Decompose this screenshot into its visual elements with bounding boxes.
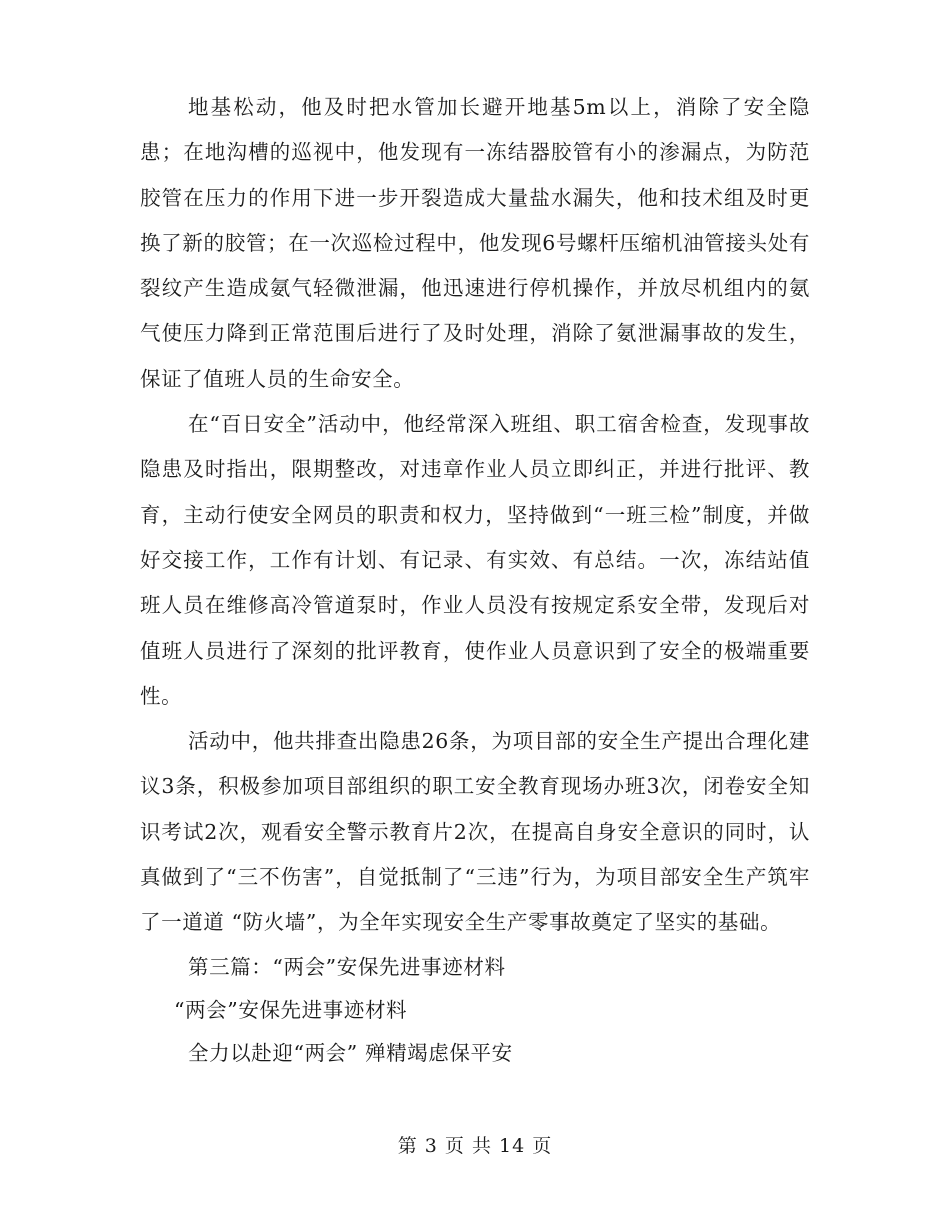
body-paragraph: 在“百日安全”活动中，他经常深入班组、职工宿舍检查，发现事故隐患及时指出，限期整改，对违章作业人员立即纠正，并进行批评、教育，主动行使安全网员的职责和权力，坚持做到“一班三检”制度，并做好交接工作，工作有计划、有记录、有实效、有总结。一次，冻结站值班人员在维修高冷管道泵时，作业人员没有按规定系安全带，发现后对值班人员进行了深刻的批评教育，使作业人员意识到了安全的极端重要性。 [140, 412, 810, 708]
body-paragraph: 活动中，他共排查出隐患26条，为项目部的安全生产提出合理化建议3条，积极参加项目部组织的职工安全教育现场办班3次，闭卷安全知识考试2次，观看安全警示教育片2次，在提高自身安全意识的同时，认真做到了“三不伤害”，自觉抵制了“三违”行为，为项目部安全生产筑牢了一道道 “防火墙”，为全年实现安全生产零事故奠定了坚实的基础。 [140, 729, 810, 935]
document-body [140, 85, 810, 1075]
document-title: “两会”安保先进事迹材料 [174, 997, 408, 1022]
section-heading: 第三篇：“两会”安保先进事迹材料 [188, 954, 506, 979]
page-number-footer: 第 3 页 共 14 页 [397, 1135, 553, 1157]
document-subtitle: 全力以赴迎“两会” 殚精竭虑保平安 [188, 1040, 513, 1065]
body-paragraph: 地基松动，他及时把水管加长避开地基5m以上，消除了安全隐患；在地沟槽的巡视中，他发现有一冻结器胶管有小的渗漏点，为防范胶管在压力的作用下进一步开裂造成大量盐水漏失，他和技术组及时更换了新的胶管；在一次巡检过程中，他发现6号螺杆压缩机油管接头处有裂纹产生造成氨气轻微泄漏，他迅速进行停机操作，并放尽机组内的氨气使压力降到正常范围后进行了及时处理，消除了氨泄漏事故的发生，保证了值班人员的生命安全。 [140, 95, 810, 391]
